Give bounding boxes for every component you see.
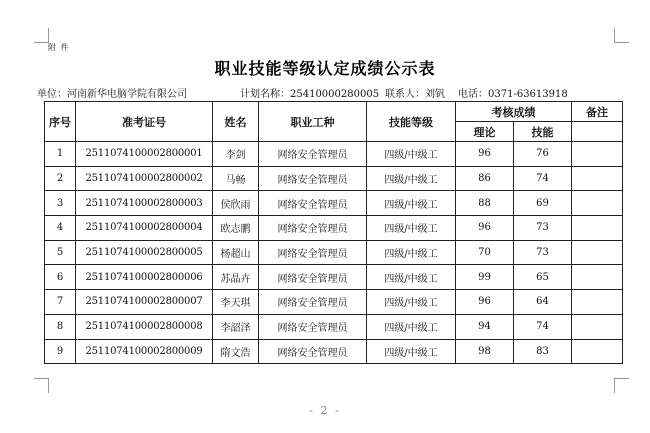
cell-occupation: 网络安全管理员 xyxy=(259,314,367,339)
cell-ticket: 2511074100002800009 xyxy=(76,339,213,364)
cell-occupation: 网络安全管理员 xyxy=(259,191,367,216)
cell-skill: 74 xyxy=(514,166,572,191)
cell-remark xyxy=(572,216,623,241)
cell-skill: 69 xyxy=(514,191,572,216)
cell-skill: 83 xyxy=(514,339,572,364)
cell-ticket: 2511074100002800003 xyxy=(76,191,213,216)
cell-name: 李剑 xyxy=(213,142,259,167)
crop-mark-top-left xyxy=(34,28,49,43)
cell-level: 四级/中级工 xyxy=(367,314,456,339)
header-theory: 理论 xyxy=(456,122,514,142)
cell-theory: 86 xyxy=(456,166,514,191)
cell-remark xyxy=(572,166,623,191)
cell-level: 四级/中级工 xyxy=(367,265,456,290)
header-remark: 备注 xyxy=(572,102,623,122)
header-remark-sub xyxy=(572,122,623,142)
header-seq: 序号 xyxy=(45,102,76,142)
cell-theory: 70 xyxy=(456,240,514,265)
phone-info: 电话：0371-63613918 xyxy=(458,89,568,100)
header-name: 姓名 xyxy=(213,102,259,142)
cell-theory: 96 xyxy=(456,216,514,241)
cell-occupation: 网络安全管理员 xyxy=(259,142,367,167)
cell-seq: 4 xyxy=(45,216,76,241)
page-number: - 2 - xyxy=(309,404,341,417)
cell-seq: 6 xyxy=(45,265,76,290)
table-row xyxy=(45,166,623,191)
table-row xyxy=(45,265,623,290)
cell-skill: 76 xyxy=(514,142,572,167)
cell-seq: 7 xyxy=(45,290,76,315)
cell-name: 杨超山 xyxy=(213,240,259,265)
table-row xyxy=(45,191,623,216)
cell-ticket: 2511074100002800005 xyxy=(76,240,213,265)
cell-occupation: 网络安全管理员 xyxy=(259,265,367,290)
table-row xyxy=(45,290,623,315)
cell-level: 四级/中级工 xyxy=(367,191,456,216)
cell-seq: 1 xyxy=(45,142,76,167)
cell-skill: 74 xyxy=(514,314,572,339)
unit-info: 单位：河南新华电脑学院有限公司 xyxy=(37,89,187,100)
cell-skill: 65 xyxy=(514,265,572,290)
cell-level: 四级/中级工 xyxy=(367,142,456,167)
table-row xyxy=(45,240,623,265)
cell-occupation: 网络安全管理员 xyxy=(259,240,367,265)
page-title: 职业技能等级认定成绩公示表 xyxy=(214,59,436,78)
cell-occupation: 网络安全管理员 xyxy=(259,339,367,364)
table-body xyxy=(45,142,623,364)
cell-seq: 5 xyxy=(45,240,76,265)
cell-theory: 96 xyxy=(456,290,514,315)
cell-occupation: 网络安全管理员 xyxy=(259,290,367,315)
table-header xyxy=(45,102,623,142)
cell-name: 隋文浩 xyxy=(213,339,259,364)
cell-theory: 99 xyxy=(456,265,514,290)
cell-theory: 88 xyxy=(456,191,514,216)
cell-theory: 94 xyxy=(456,314,514,339)
cell-remark xyxy=(572,265,623,290)
table-row xyxy=(45,216,623,241)
score-table xyxy=(44,101,623,364)
header-skill: 技能 xyxy=(514,122,572,142)
cell-skill: 73 xyxy=(514,240,572,265)
cell-level: 四级/中级工 xyxy=(367,216,456,241)
cell-name: 李韶泽 xyxy=(213,314,259,339)
cell-name: 侯欣雨 xyxy=(213,191,259,216)
header-score-group: 考核成绩 xyxy=(456,102,572,122)
cell-name: 欧志鹏 xyxy=(213,216,259,241)
cell-level: 四级/中级工 xyxy=(367,290,456,315)
cell-remark xyxy=(572,314,623,339)
cell-level: 四级/中级工 xyxy=(367,166,456,191)
cell-theory: 98 xyxy=(456,339,514,364)
cell-name: 苏晶卉 xyxy=(213,265,259,290)
cell-name: 李天琪 xyxy=(213,290,259,315)
cell-ticket: 2511074100002800006 xyxy=(76,265,213,290)
crop-mark-bottom-left xyxy=(34,378,49,393)
table-row xyxy=(45,339,623,364)
attachment-label: 附 件 xyxy=(48,43,70,52)
cell-ticket: 2511074100002800007 xyxy=(76,290,213,315)
cell-ticket: 2511074100002800004 xyxy=(76,216,213,241)
table-row xyxy=(45,142,623,167)
cell-remark xyxy=(572,191,623,216)
cell-remark xyxy=(572,290,623,315)
table-row xyxy=(45,314,623,339)
cell-theory: 96 xyxy=(456,142,514,167)
cell-ticket: 2511074100002800008 xyxy=(76,314,213,339)
cell-ticket: 2511074100002800001 xyxy=(76,142,213,167)
cell-level: 四级/中级工 xyxy=(367,240,456,265)
contact-info: 联系人：刘钒 xyxy=(385,89,445,100)
plan-info: 计划名称：25410000280005 xyxy=(240,89,380,100)
crop-mark-top-right xyxy=(614,28,629,43)
cell-remark xyxy=(572,339,623,364)
cell-name: 马畅 xyxy=(213,166,259,191)
cell-occupation: 网络安全管理员 xyxy=(259,216,367,241)
cell-level: 四级/中级工 xyxy=(367,339,456,364)
cell-seq: 3 xyxy=(45,191,76,216)
header-ticket: 准考证号 xyxy=(76,102,213,142)
header-occupation: 职业工种 xyxy=(259,102,367,142)
cell-seq: 9 xyxy=(45,339,76,364)
cell-skill: 73 xyxy=(514,216,572,241)
cell-remark xyxy=(572,142,623,167)
header-level: 技能等级 xyxy=(367,102,456,142)
cell-remark xyxy=(572,240,623,265)
cell-seq: 8 xyxy=(45,314,76,339)
cell-occupation: 网络安全管理员 xyxy=(259,166,367,191)
crop-mark-bottom-right xyxy=(614,378,629,393)
cell-seq: 2 xyxy=(45,166,76,191)
cell-skill: 64 xyxy=(514,290,572,315)
cell-ticket: 2511074100002800002 xyxy=(76,166,213,191)
